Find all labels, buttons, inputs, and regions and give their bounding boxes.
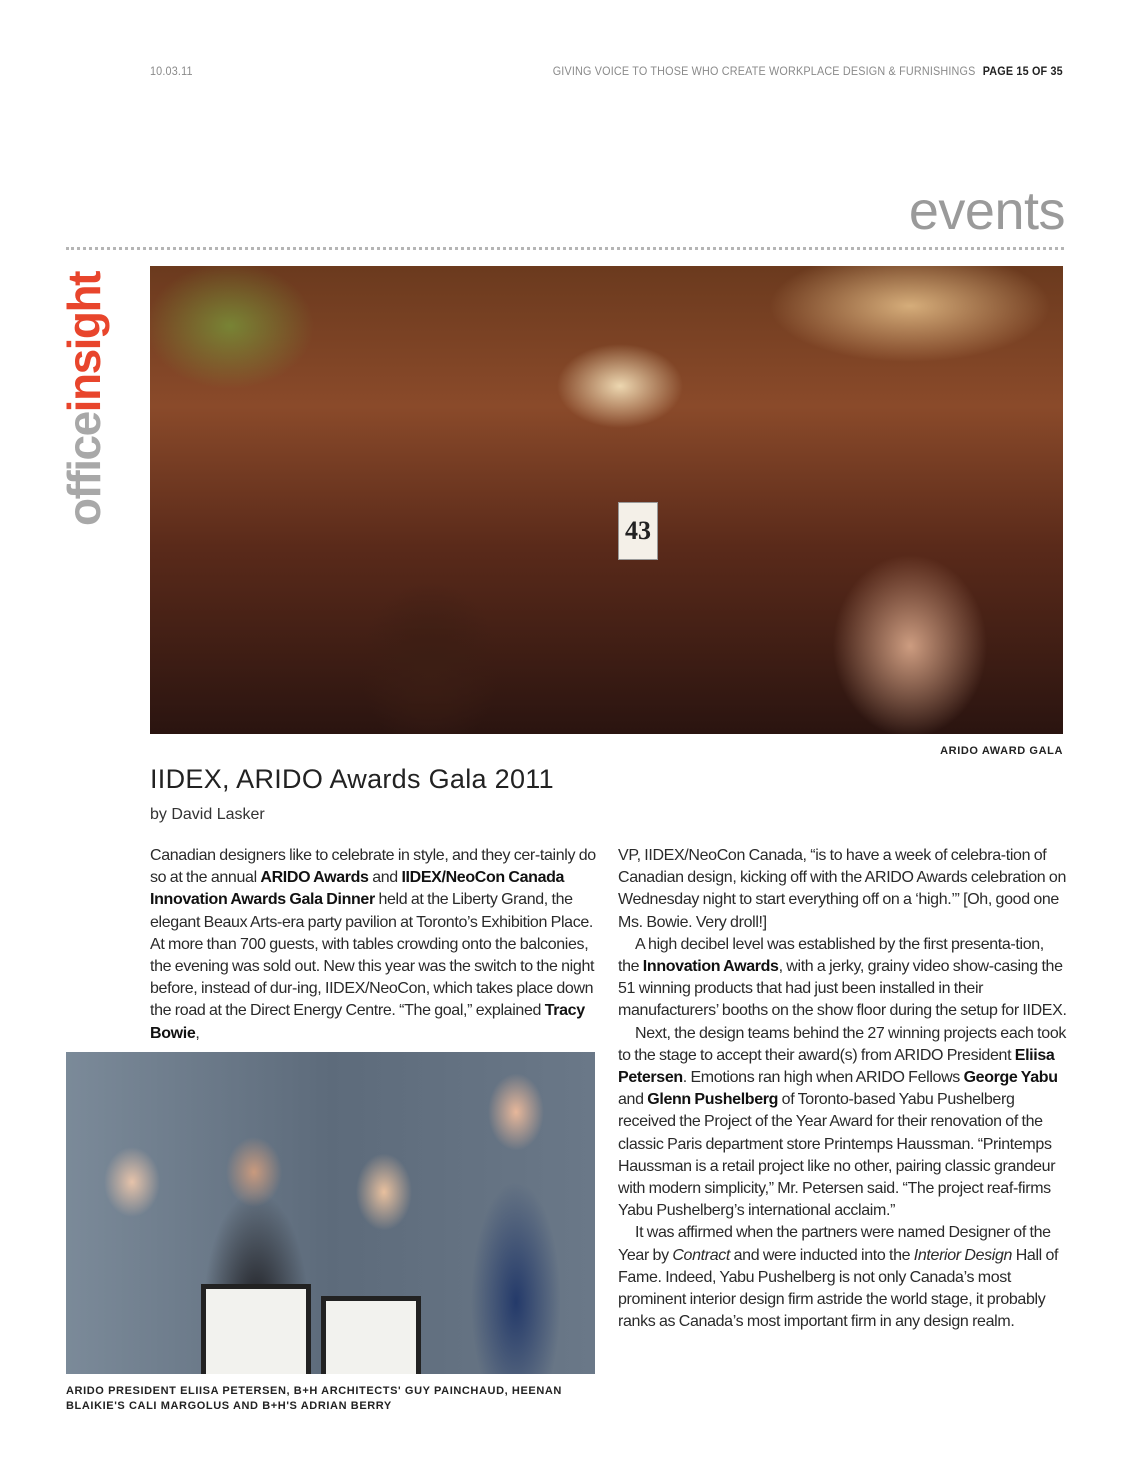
issue-date: 10.03.11 — [150, 64, 193, 78]
paragraph — [618, 934, 1068, 1023]
award-certificate — [201, 1284, 311, 1374]
text-run: Next, the design teams behind the 27 winning projects each took to the stage to accept their award(s) from ARIDO President — [618, 1024, 1067, 1064]
text-run: A high decibel level was established by the first presenta-tion, the — [618, 935, 1044, 976]
bold-text: IIDEX/NeoCon Canada Innovation Awards Gala Dinner — [150, 869, 565, 909]
text-run: It was affirmed when the partners were named Designer of the Year by — [618, 1224, 1051, 1264]
paragraph — [618, 845, 1068, 934]
running-header — [553, 64, 1063, 78]
text-run: Hall of Fame. Indeed, Yabu Pushelberg is not only Canada’s most prominent interior design firm astride the world stage, it probably ranks as Canada’s most important firm in any design realm. — [618, 1246, 1059, 1331]
text-run: , with a jerky, grainy video show-casing the 51 winning products that had just been installed in their manufacturers’ booths on the show floor during the setup for IIDEX. — [618, 958, 1067, 1020]
page-number: PAGE 15 OF 35 — [982, 64, 1063, 78]
text-run: and — [618, 1091, 648, 1109]
bold-text: Innovation Awards — [642, 958, 779, 976]
bold-text: Eliisa Petersen — [618, 1046, 1055, 1087]
tagline: GIVING VOICE TO THOSE WHO CREATE WORKPLACE DESIGN & FURNISHINGS — [552, 64, 976, 78]
section-title: events — [908, 181, 1065, 241]
article-title: IIDEX, ARIDO Awards Gala 2011 — [150, 764, 554, 794]
logo-office: office — [58, 412, 110, 526]
text-run: of Toronto-based Yabu Pushelberg received the Project of the Year Award for their renovation of the classic Paris department store Printemps Haussman. “Printemps Haussman is a retail project like no other, pairing classic grandeur with modern simplicity,” Mr. Petersen said. “The project reaf-firms Yabu Pushelberg’s international acclaim.” — [618, 1091, 1056, 1220]
text-run: Canadian designers like to celebrate in style, and they cer-tainly do so at the annual — [150, 847, 596, 887]
award-winners-photo — [66, 1052, 595, 1374]
photo-caption: ARIDO PRESIDENT ELIISA PETERSEN, B+H ARCHITECTS' GUY PAINCHAUD, HEENAN BLAIKIE'S CALI MARGOLUS AND B+H'S ADRIAN BERRY — [66, 1385, 562, 1412]
byline: by David Lasker — [150, 806, 265, 823]
italic-text: Interior Design — [913, 1246, 1013, 1264]
text-run: , — [195, 1024, 200, 1042]
article-column-2 — [618, 845, 1068, 1333]
text-run: and — [368, 869, 402, 887]
text-run: . Emotions ran high when ARIDO Fellows — [682, 1069, 964, 1087]
logo-insight: insight — [58, 272, 110, 413]
italic-text: Contract — [672, 1246, 730, 1264]
paragraph — [618, 1023, 1068, 1223]
bold-text: Glenn Pushelberg — [647, 1091, 779, 1109]
photo-caption: ARIDO AWARD GALA — [940, 745, 1063, 757]
gala-photo — [150, 266, 1063, 734]
publication-logo — [60, 272, 108, 526]
paragraph — [150, 845, 598, 1045]
paragraph — [618, 1222, 1068, 1333]
table-number-card: 43 — [618, 502, 658, 560]
bold-text: ARIDO Awards — [260, 869, 369, 887]
text-run: VP, IIDEX/NeoCon Canada, “is to have a week of celebra-tion of Canadian design, kicking off with the ARIDO Awards celebration on Wednesday night to start everything off on a ‘high.’” [Oh, good one Ms. Bowie. Very droll!] — [618, 847, 1066, 931]
dotted-divider — [66, 247, 1064, 250]
text-run: held at the Liberty Grand, the elegant Beaux Arts-era party pavilion at Toronto’s Exhibition Place. At more than 700 guests, with tables crowding onto the balconies, the evening was sold out. New this year was the switch to the night before, instead of dur-ing, IIDEX/NeoCon, which takes place down the road at the Direct Energy Centre. “The goal,” explained — [150, 891, 595, 1020]
text-run: and were inducted into the — [730, 1246, 914, 1264]
bold-text: Tracy Bowie — [150, 1002, 585, 1042]
bold-text: George Yabu — [963, 1069, 1058, 1087]
article-column-1 — [150, 845, 598, 1045]
award-certificate — [321, 1296, 421, 1374]
